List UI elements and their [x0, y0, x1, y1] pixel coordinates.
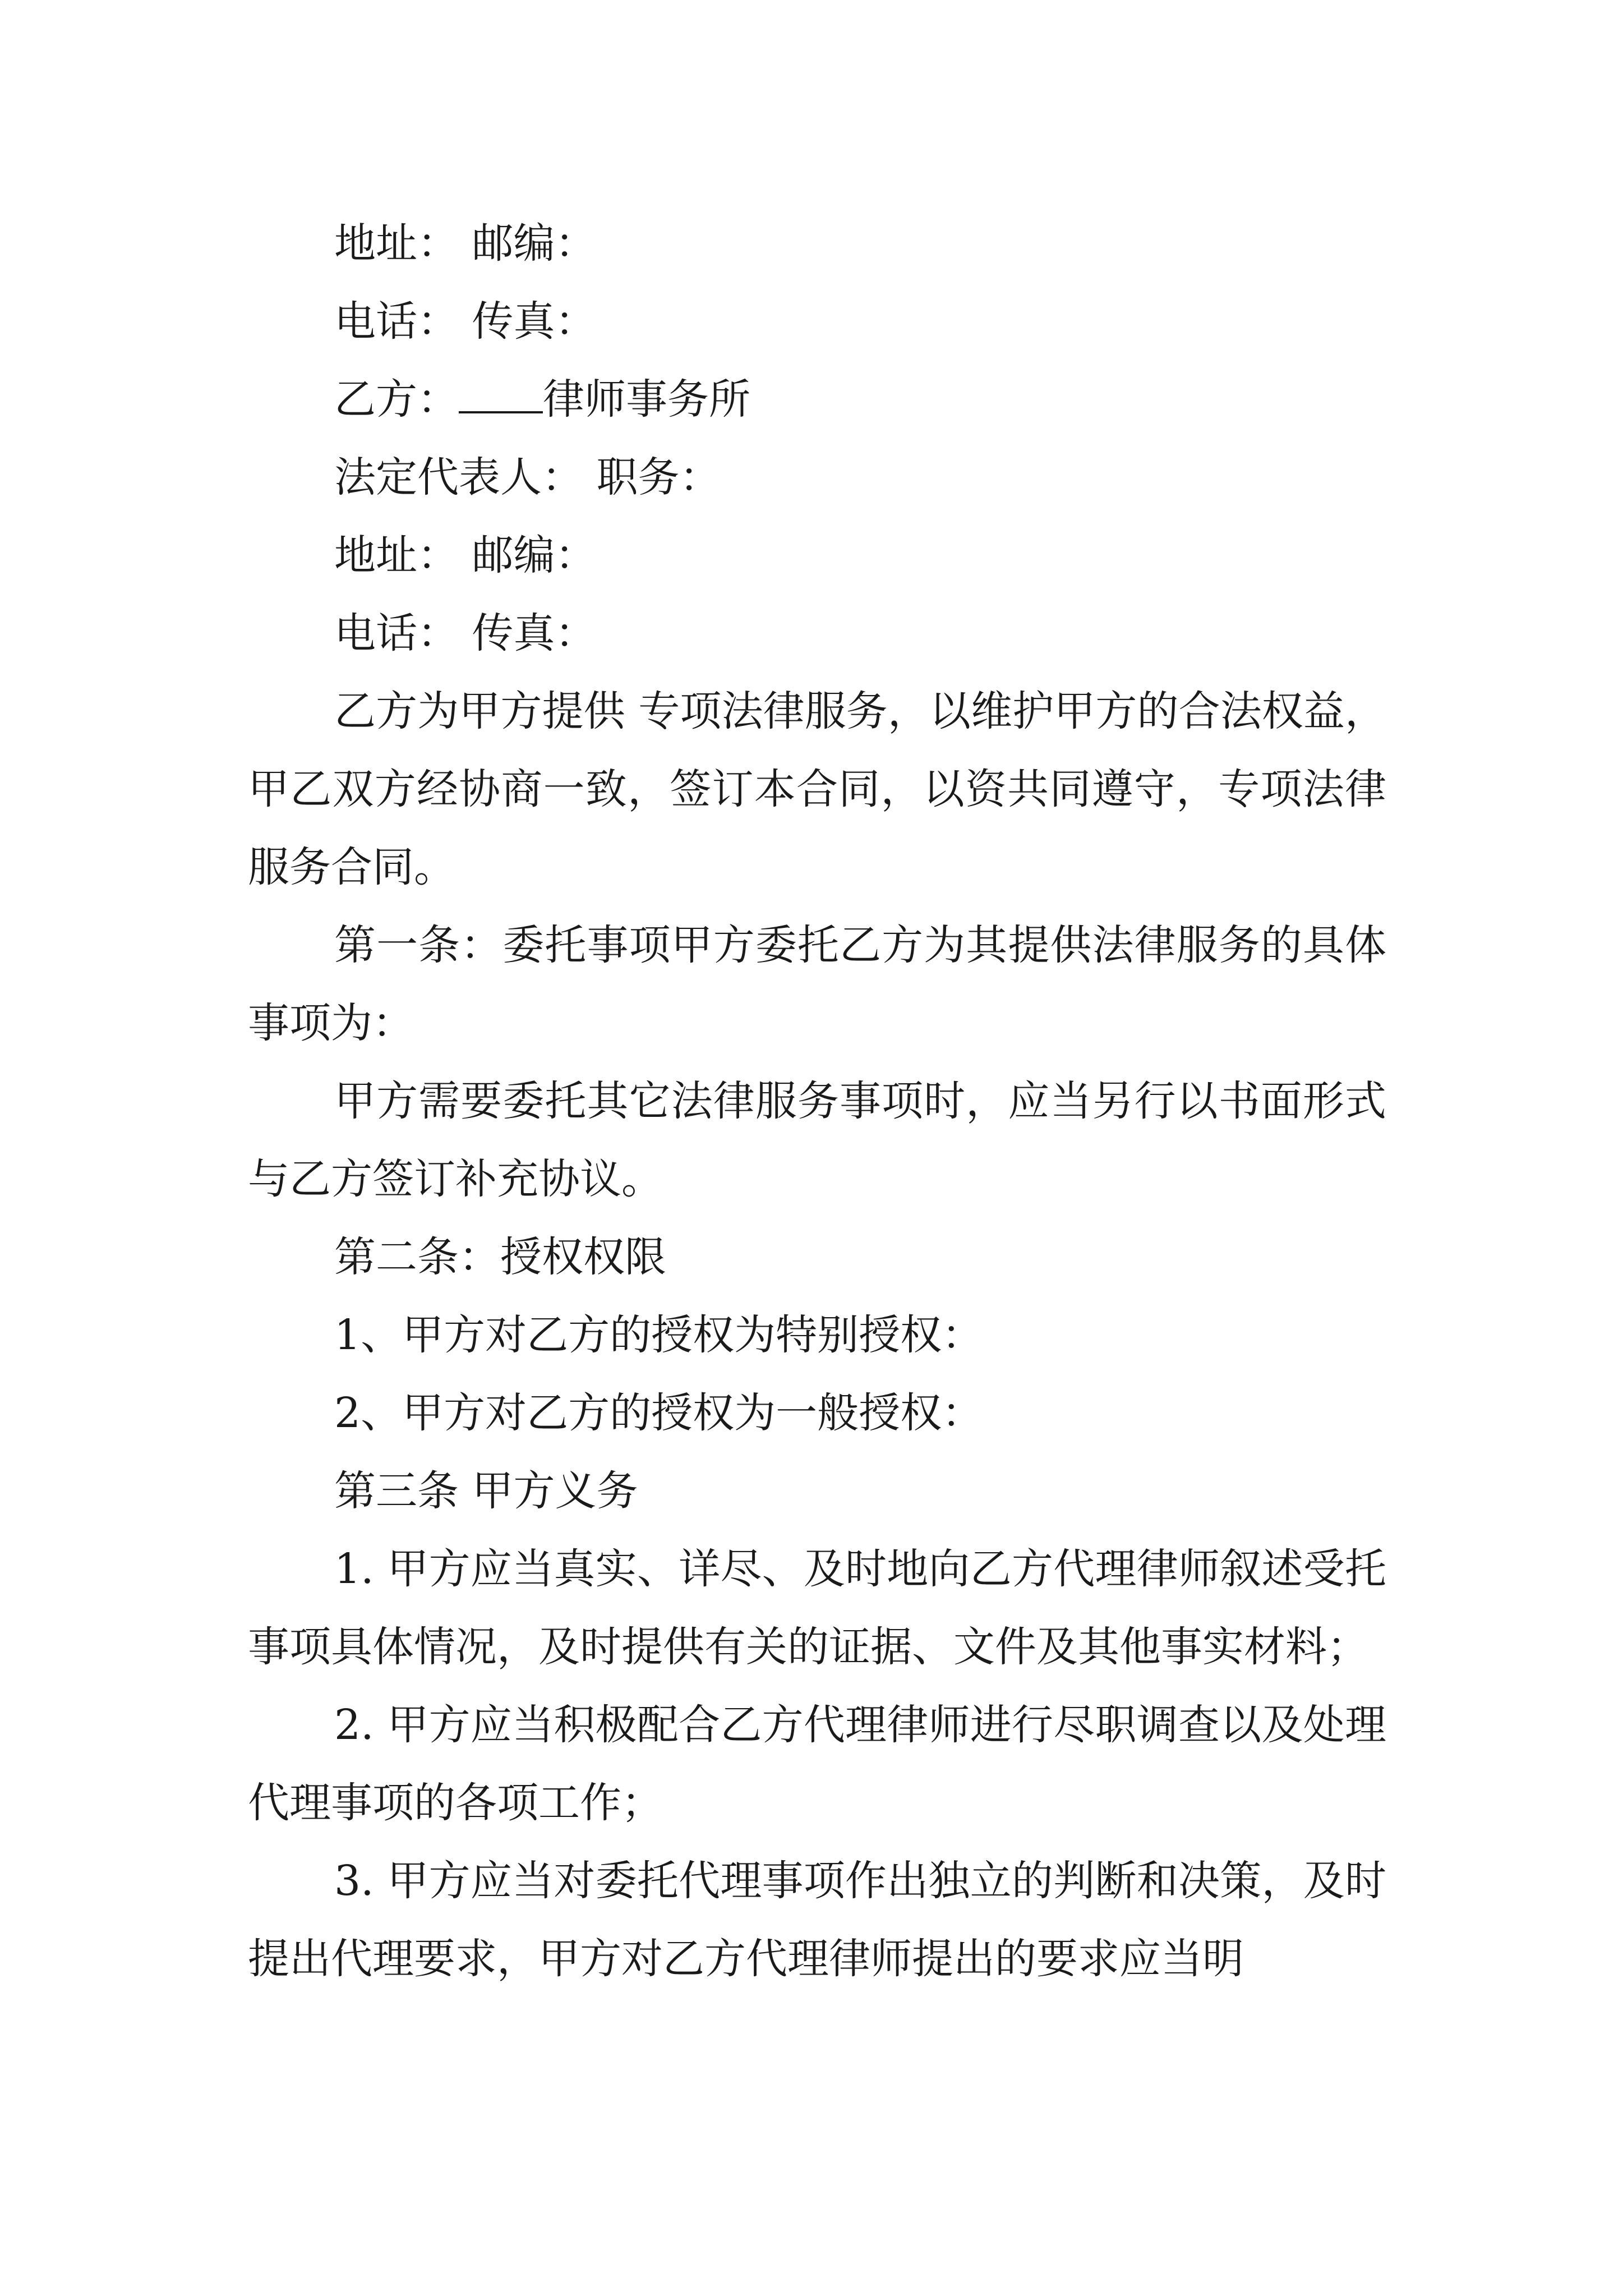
article-1-paragraph: 第一条：委托事项甲方委托乙方为其提供法律服务的具体事项为：	[248, 921, 1386, 1047]
article-3-item-1: 1. 甲方应当真实、详尽、及时地向乙方代理律师叙述受托事项具体情况，及时提供有关的证据、文件及其他事实材料；	[248, 1545, 1386, 1671]
article-2-item-2: 2、甲方对乙方的授权为一般授权：	[334, 1389, 984, 1437]
preamble-paragraph: 乙方为甲方提供 专项法律服务，以维护甲方的合法权益，甲乙双方经协商一致，签订本合同，以资共同遵守，专项法律服务合同。	[248, 687, 1386, 891]
article-2-item-1: 1、甲方对乙方的授权为特别授权：	[334, 1311, 984, 1359]
article-3-item-3: 3. 甲方应当对委托代理事项作出独立的判断和决策，及时提出代理要求，甲方对乙方代理律师提出的要求应当明	[248, 1857, 1386, 1983]
party-b-phone-line: 电话： 传真：	[334, 609, 597, 657]
party-b-label: 乙方：	[334, 375, 459, 424]
party-b-firm: 律师事务所	[543, 375, 750, 424]
party-b-address-line: 地址： 邮编：	[334, 531, 597, 579]
article-2-heading: 第二条：授权权限	[334, 1233, 666, 1281]
blank-underline	[459, 378, 543, 413]
party-b-representative-line: 法定代表人： 职务：	[334, 453, 721, 501]
article-1-supplement-paragraph: 甲方需要委托其它法律服务事项时，应当另行以书面形式与乙方签订补充协议。	[248, 1077, 1386, 1203]
article-3-heading: 第三条 甲方义务	[334, 1467, 638, 1515]
party-a-address-line: 地址： 邮编：	[334, 219, 597, 268]
party-a-phone-line: 电话： 传真：	[334, 297, 597, 346]
document-body	[248, 205, 1386, 1998]
party-b-name-line	[248, 361, 1386, 439]
article-3-item-2: 2. 甲方应当积极配合乙方代理律师进行尽职调查以及处理代理事项的各项工作；	[248, 1701, 1386, 1827]
